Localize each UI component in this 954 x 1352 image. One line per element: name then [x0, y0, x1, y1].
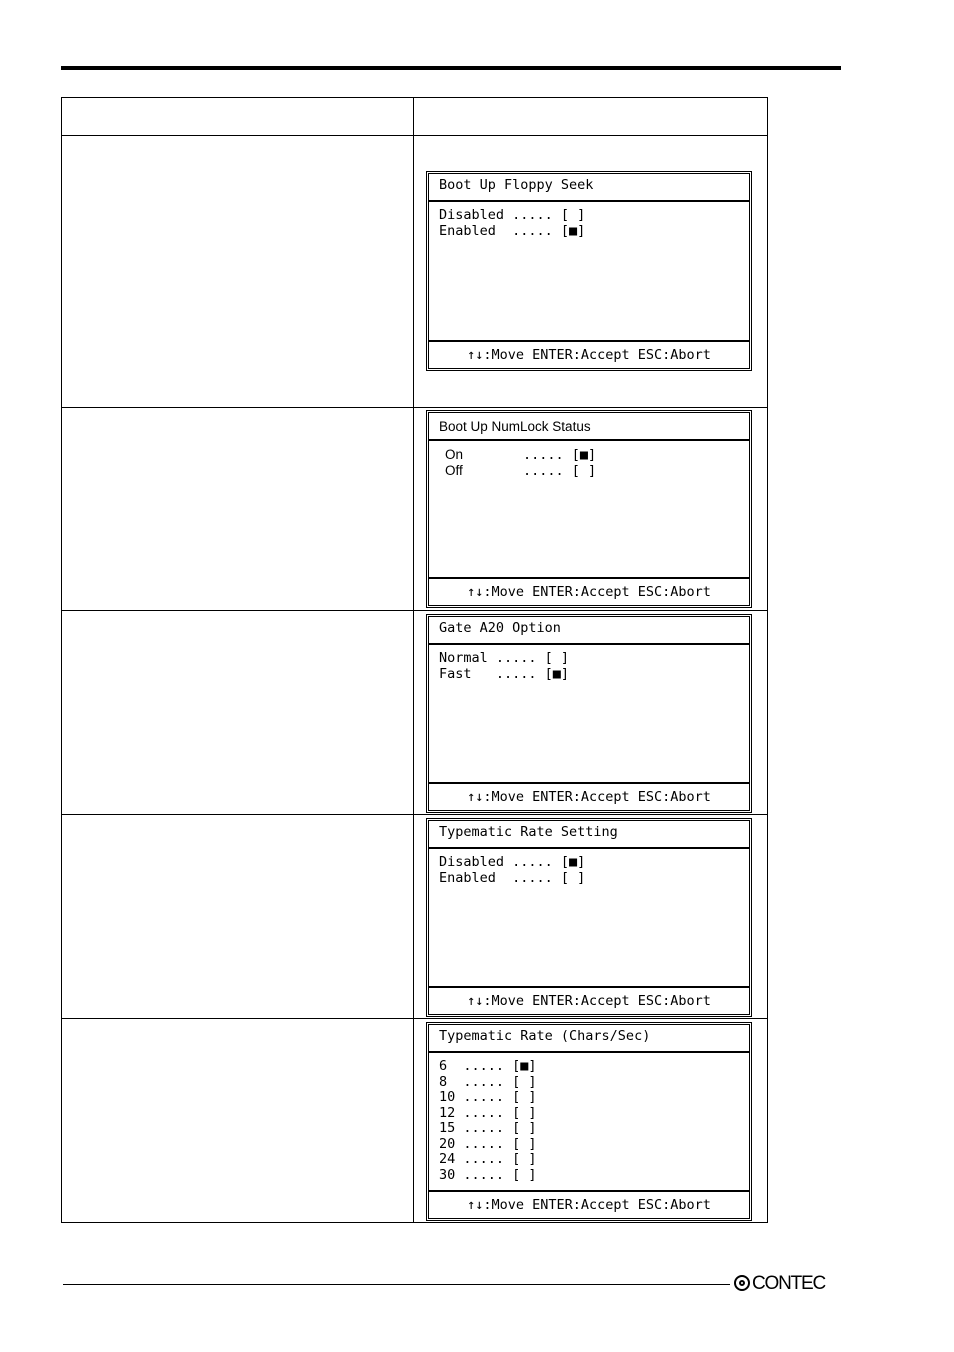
- table-row: [62, 408, 768, 611]
- bios-screen-typematic-setting: [426, 818, 752, 1017]
- screen-title: Typematic Rate (Chars/Sec): [429, 1025, 749, 1053]
- option-rate-30[interactable]: 30 ..... [ ]: [439, 1166, 537, 1183]
- screen-footer: ↑↓:Move ENTER:Accept ESC:Abort: [429, 1190, 749, 1218]
- bios-screen-floppy-seek: [426, 171, 752, 371]
- description-cell: [62, 611, 414, 815]
- option-value: ..... [ ]: [523, 462, 597, 479]
- option-rate-12[interactable]: 12 ..... [ ]: [439, 1104, 537, 1121]
- header-cell-right: [414, 98, 768, 136]
- table-row: [62, 136, 768, 408]
- bios-screen-typematic-rate: [426, 1022, 752, 1221]
- header-cell-left: [62, 98, 414, 136]
- contec-logo: [734, 1271, 825, 1295]
- option-rate-15[interactable]: 15 ..... [ ]: [439, 1120, 537, 1136]
- option-rate-10[interactable]: 10 ..... [ ]: [439, 1089, 537, 1105]
- description-cell: [62, 408, 414, 611]
- screen-cell: [414, 815, 768, 1019]
- option-enabled[interactable]: Enabled ..... [■]: [439, 222, 586, 239]
- screen-footer: ↑↓:Move ENTER:Accept ESC:Abort: [429, 577, 749, 605]
- option-value: ..... [■]: [523, 447, 597, 463]
- top-rule: [61, 66, 841, 70]
- description-cell: [62, 136, 414, 408]
- screen-title: Typematic Rate Setting: [429, 821, 749, 849]
- screen-title: Boot Up Floppy Seek: [429, 174, 749, 202]
- settings-table: [61, 97, 768, 1223]
- screen-title: Gate A20 Option: [429, 617, 749, 645]
- option-rate-24[interactable]: 24 ..... [ ]: [439, 1151, 537, 1167]
- option-on[interactable]: [445, 447, 749, 463]
- screen-cell: [414, 136, 768, 408]
- option-rate-8[interactable]: 8 ..... [ ]: [439, 1073, 537, 1090]
- option-rate-6[interactable]: 6 ..... [■]: [439, 1058, 537, 1074]
- table-row: [62, 1019, 768, 1223]
- option-fast[interactable]: Fast ..... [■]: [439, 665, 570, 682]
- screen-title: Boot Up NumLock Status: [429, 413, 749, 441]
- bottom-rule: [63, 1284, 730, 1285]
- screen-cell: [414, 408, 768, 611]
- screen-footer: ↑↓:Move ENTER:Accept ESC:Abort: [429, 986, 749, 1014]
- option-enabled[interactable]: Enabled ..... [ ]: [439, 869, 586, 886]
- option-off[interactable]: [445, 463, 749, 479]
- option-label: Off: [445, 462, 463, 478]
- description-cell: [62, 815, 414, 1019]
- table-row: [62, 815, 768, 1019]
- table-row: [62, 611, 768, 815]
- table-header-row: [62, 98, 768, 136]
- option-rate-20[interactable]: 20 ..... [ ]: [439, 1135, 537, 1152]
- bios-screen-gate-a20: [426, 614, 752, 813]
- screen-footer: ↑↓:Move ENTER:Accept ESC:Abort: [429, 782, 749, 810]
- description-cell: [62, 1019, 414, 1223]
- contec-logo-icon: [734, 1275, 750, 1291]
- option-label: On: [445, 447, 464, 462]
- option-normal[interactable]: Normal ..... [ ]: [439, 650, 570, 666]
- screen-footer: ↑↓:Move ENTER:Accept ESC:Abort: [429, 340, 749, 368]
- screen-cell: [414, 611, 768, 815]
- option-disabled[interactable]: Disabled ..... [■]: [439, 854, 586, 870]
- screen-cell: [414, 1019, 768, 1223]
- logo-text: CONTEC: [752, 1272, 826, 1294]
- bios-screen-numlock: [426, 410, 752, 608]
- option-disabled[interactable]: Disabled ..... [ ]: [439, 207, 586, 223]
